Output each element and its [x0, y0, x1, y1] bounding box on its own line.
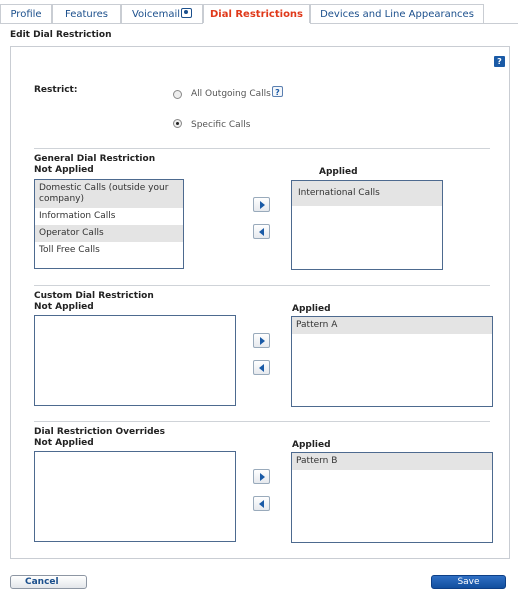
radio-label-specific-calls: Specific Calls — [191, 120, 251, 130]
tab-profile[interactable] — [0, 4, 52, 23]
save-button[interactable]: Save — [431, 575, 506, 589]
overrides-not-applied-list[interactable] — [34, 451, 236, 542]
list-item[interactable]: Domestic Calls (outside your company) — [35, 180, 183, 208]
general-applied-list[interactable] — [291, 180, 443, 270]
tab-devices-and-line-appearances[interactable] — [310, 4, 484, 23]
overrides-applied-list[interactable] — [291, 452, 493, 543]
tab-dial-restrictions[interactable] — [203, 4, 310, 23]
move-right-button[interactable] — [253, 197, 270, 212]
tab-features[interactable] — [52, 4, 121, 23]
tab-voicemail[interactable] — [121, 4, 203, 23]
not-applied-label: Not Applied — [34, 302, 94, 312]
tab-label: Dial Restrictions — [209, 9, 304, 20]
tab-label: Voicemail — [131, 9, 181, 20]
list-item[interactable]: Pattern B — [292, 453, 492, 470]
page-title: Edit Dial Restriction — [10, 30, 112, 40]
tab-label: Features — [65, 9, 108, 20]
help-icon[interactable]: ? — [272, 86, 283, 97]
not-applied-label: Not Applied — [34, 438, 94, 448]
voicemail-icon — [181, 8, 192, 18]
custom-not-applied-list[interactable] — [34, 315, 236, 406]
move-left-button[interactable] — [253, 496, 270, 511]
list-item[interactable]: International Calls — [292, 181, 442, 206]
restrict-label: Restrict: — [34, 85, 78, 95]
list-item[interactable]: Toll Free Calls — [39, 245, 100, 255]
section-divider — [34, 148, 490, 149]
general-not-applied-list[interactable] — [34, 179, 184, 269]
section-title: Dial Restriction Overrides — [34, 427, 165, 437]
applied-label: Applied — [292, 440, 331, 450]
radio-specific-calls[interactable] — [173, 119, 182, 128]
list-item[interactable]: Operator Calls — [35, 225, 183, 242]
move-right-button[interactable] — [253, 469, 270, 484]
help-icon[interactable]: ? — [494, 56, 505, 67]
tab-bar — [0, 4, 518, 24]
section-title: General Dial Restriction — [34, 154, 156, 164]
tab-label: Devices and Line Appearances — [320, 9, 474, 20]
move-right-button[interactable] — [253, 333, 270, 348]
applied-label: Applied — [292, 304, 331, 314]
radio-label-all-outgoing-calls: All Outgoing Calls — [191, 89, 271, 99]
move-left-button[interactable] — [253, 224, 270, 239]
list-item[interactable]: Pattern A — [292, 317, 492, 334]
section-title: Custom Dial Restriction — [34, 291, 154, 301]
cancel-button[interactable]: Cancel — [10, 575, 87, 589]
not-applied-label: Not Applied — [34, 165, 94, 175]
custom-applied-list[interactable] — [291, 316, 493, 407]
applied-label: Applied — [319, 167, 358, 177]
move-left-button[interactable] — [253, 360, 270, 375]
list-item[interactable]: Information Calls — [39, 211, 116, 221]
section-divider — [34, 285, 490, 286]
section-divider — [34, 421, 490, 422]
tab-label: Profile — [10, 9, 42, 20]
active-tab-gap — [203, 23, 310, 24]
radio-all-outgoing-calls[interactable] — [173, 90, 182, 99]
